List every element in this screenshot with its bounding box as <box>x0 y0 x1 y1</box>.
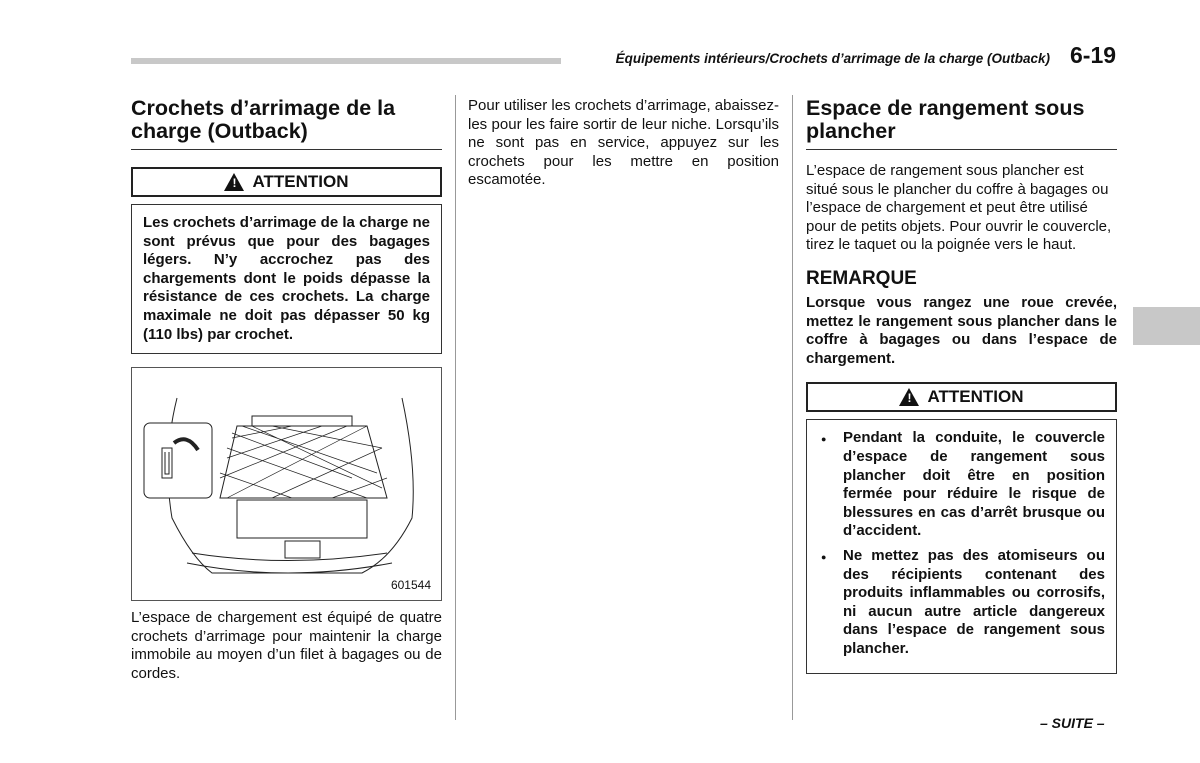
note-text: Lorsque vous rangez une roue crevée, mettez le rangement sous plancher dans le coffre à bagages ou dans l’espace de chargement. <box>806 293 1117 367</box>
note-heading: REMARQUE <box>806 267 917 289</box>
attention-item: ● Pendant la conduite, le couvercle d’espace de rangement sous plancher doit être en position fermée pour réduire le risque de blessures en cas d’arrêt brusque ou d’accident. <box>818 429 1105 541</box>
attention-box <box>806 419 1117 674</box>
chapter-tab <box>1133 307 1200 345</box>
running-header: Équipements intérieurs/Crochets d’arrimage de la charge (Outback) <box>615 51 1050 66</box>
continued-label: – SUITE – <box>1040 715 1105 731</box>
figure-number: 601544 <box>390 578 431 593</box>
attention-label: ATTENTION <box>927 387 1024 407</box>
attention-item: ● Ne mettez pas des atomiseurs ou des récipients contenant des produits inflammables ou corrosifs, ni aucun autre article dangereux dans l’espace de rangement sous plancher. <box>818 547 1105 659</box>
attention-header <box>131 167 442 197</box>
cargo-area-drawing <box>132 368 443 600</box>
page-number: 6-19 <box>1070 42 1117 68</box>
cargo-net-illustration <box>131 367 442 601</box>
header-rule <box>131 58 561 64</box>
section-heading: Crochets d’arrimage de la charge (Outback) <box>131 97 442 150</box>
attention-text: Les crochets d’arrimage de la charge ne sont prévus que pour des bagages légers. N’y accrochez pas des chargements dont le poids dépasse la résistance de ces crochets. La charge maximale ne doit pas dépasser 50 kg (110 lbs) par crochet. <box>143 214 430 343</box>
middle-column <box>468 97 779 190</box>
right-column <box>806 97 1117 674</box>
body-paragraph: L’espace de rangement sous plancher est situé sous le plancher du coffre à bagages ou l’espace de chargement et peut être utilisé pour de petits objets. Pour ouvrir le couvercle, tirez le taquet ou la poignée vers le haut. <box>806 162 1112 254</box>
attention-box <box>131 204 442 354</box>
column-divider <box>792 95 793 720</box>
section-heading: Espace de rangement sous plancher <box>806 97 1117 150</box>
body-paragraph: L’espace de chargement est équipé de quatre crochets d’arrimage pour maintenir la charge immobile au moyen d’un filet à bagages ou de cordes. <box>131 609 442 682</box>
attention-header <box>806 382 1117 412</box>
left-column <box>131 97 442 684</box>
column-divider <box>455 95 456 720</box>
warning-triangle-icon <box>899 388 919 406</box>
warning-triangle-icon <box>224 173 244 191</box>
body-paragraph: Pour utiliser les crochets d’arrimage, abaissez-les pour les faire sortir de leur niche. Lorsqu’ils ne sont pas en service, appuyez sur les crochets pour les mettre en position escamotée. <box>468 97 779 189</box>
attention-label: ATTENTION <box>252 172 349 191</box>
